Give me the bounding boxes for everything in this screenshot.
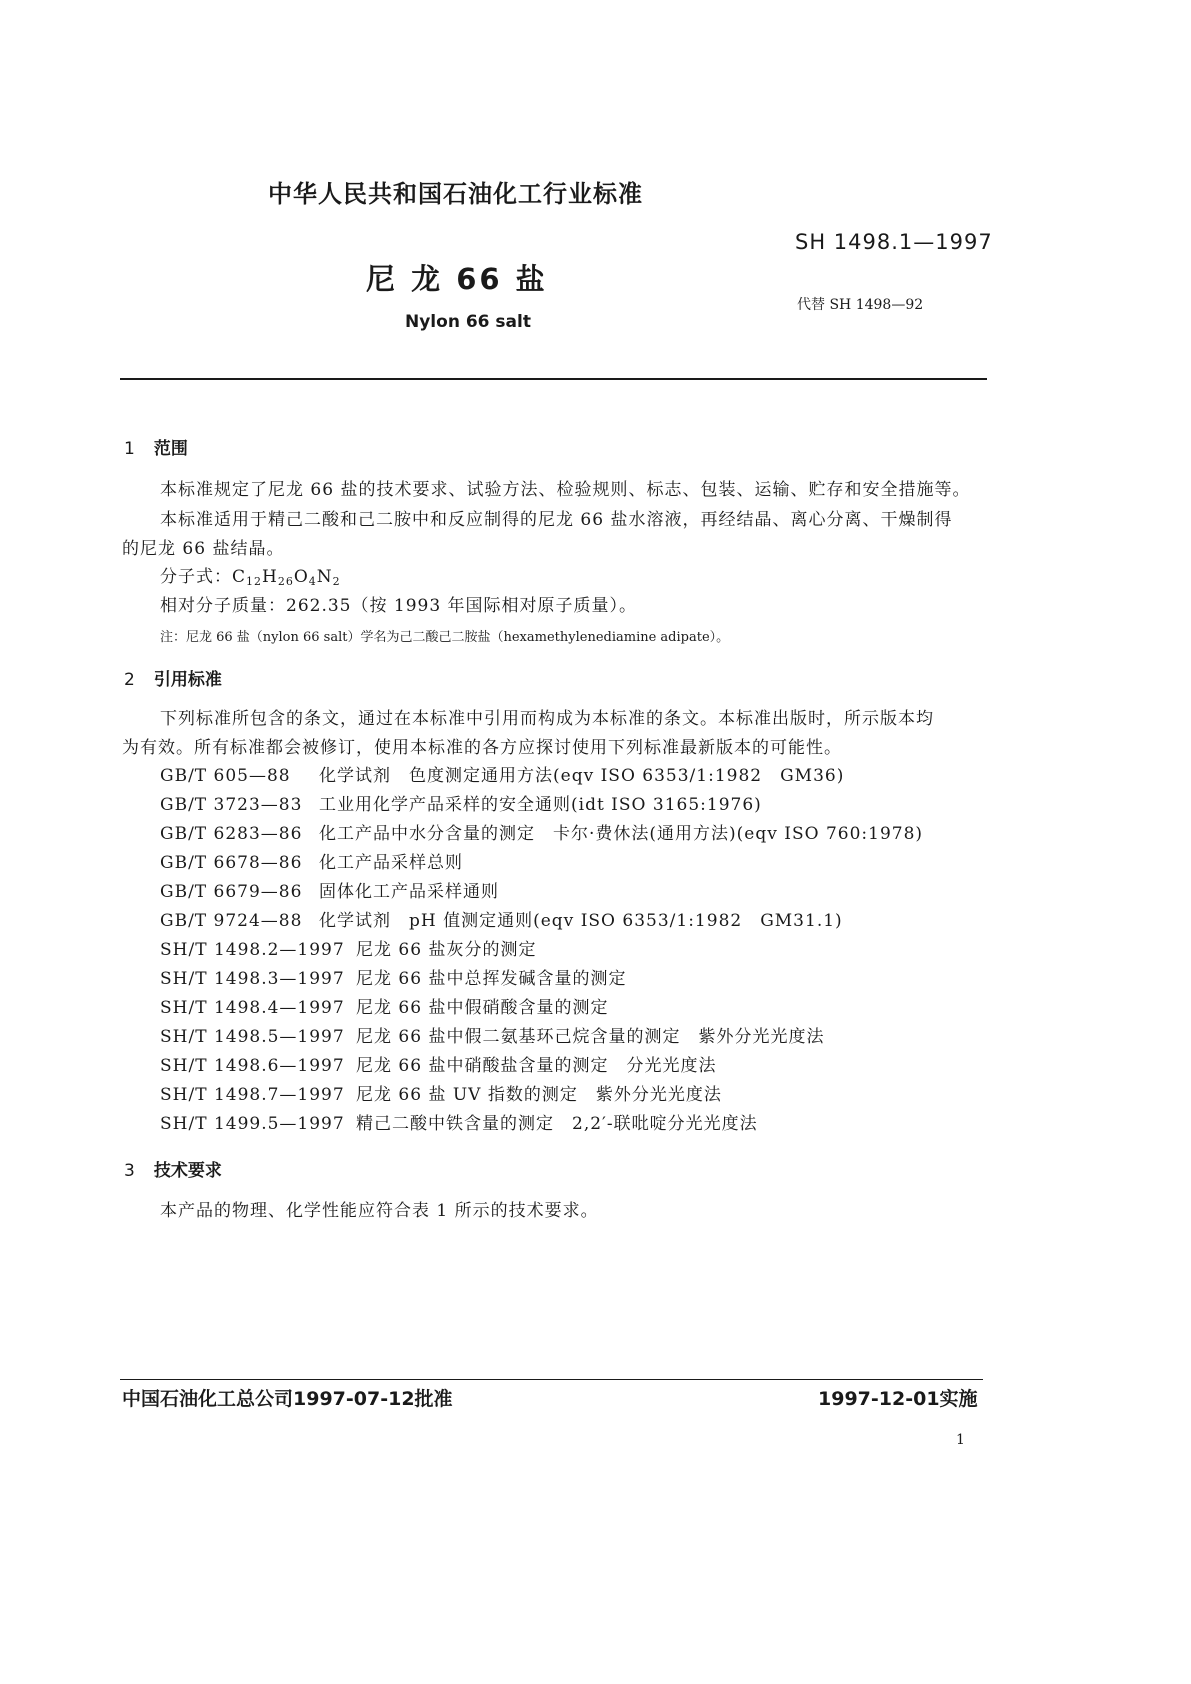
reference-title: 尼龙 66 盐灰分的测定 [356,940,537,960]
section-title: 范围 [153,439,188,459]
reference-title: 工业用化学产品采样的安全通则(idt ISO 3165:1976) [319,795,762,815]
reference-item [160,793,923,822]
formula-label: 分子式： [160,567,232,587]
section-number: 2 [124,670,135,690]
reference-code: GB/T 6283—86 [160,824,303,844]
header-rule [120,378,987,380]
reference-item [160,851,923,880]
reference-code: SH/T 1499.5—1997 [160,1114,345,1134]
reference-code: SH/T 1498.2—1997 [160,940,345,960]
effective-date: 1997-12-01实施 [818,1388,978,1410]
reference-item [160,822,923,851]
reference-title: 化学试剂 色度测定通用方法(eqv ISO 6353/1:1982 GM36) [319,766,845,786]
reference-title: 化工产品中水分含量的测定 卡尔·费休法(通用方法)(eqv ISO 760:1978) [319,824,924,844]
reference-title: 化学试剂 pH 值测定通则(eqv ISO 6353/1:1982 GM31.1) [319,911,843,931]
reference-title: 固体化工产品采样通则 [319,882,499,902]
document-title-en: Nylon 66 salt [405,312,531,332]
section-3-heading [124,1156,222,1181]
reference-item [160,996,923,1025]
reference-title: 尼龙 66 盐中假硝酸含量的测定 [356,998,609,1018]
reference-title: 尼龙 66 盐中硝酸盐含量的测定 分光光度法 [356,1056,717,1076]
reference-code: SH/T 1498.6—1997 [160,1056,345,1076]
reference-title: 精己二酸中铁含量的测定 2,2′-联吡啶分光光度法 [356,1114,758,1134]
reference-title: 尼龙 66 盐中总挥发碱含量的测定 [356,969,627,989]
reference-code: GB/T 9724—88 [160,911,303,931]
page-number: 1 [956,1432,965,1448]
footer-rule [120,1379,983,1380]
reference-title: 尼龙 66 盐 UV 指数的测定 紫外分光光度法 [356,1085,722,1105]
scope-paragraph-2: 本标准适用于精己二酸和己二胺中和反应制得的尼龙 66 盐水溶液，再经结晶、离心分离、干燥制得 [160,510,953,530]
reference-item [160,1054,923,1083]
section-1-heading [124,434,188,459]
reference-code: SH/T 1498.4—1997 [160,998,345,1018]
section-number: 3 [124,1161,135,1181]
reference-code: GB/T 605—88 [160,766,291,786]
reference-code: SH/T 1498.7—1997 [160,1085,345,1105]
standard-number: SH 1498.1—1997 [795,230,993,254]
reference-item [160,764,923,793]
section-2-heading [124,665,222,690]
scope-paragraph-1: 本标准规定了尼龙 66 盐的技术要求、试验方法、检验规则、标志、包装、运输、贮存和安全措施等。 [160,480,971,500]
document-title-cn: 尼 龙 66 盐 [366,262,548,296]
reference-item [160,1083,923,1112]
reference-item [160,909,923,938]
scope-note: 注：尼龙 66 盐（nylon 66 salt）学名为己二酸己二胺盐（hexamethylenediamine adipate）。 [160,630,730,645]
reference-code: GB/T 6678—86 [160,853,303,873]
reference-code: SH/T 1498.3—1997 [160,969,345,989]
reference-title: 尼龙 66 盐中假二氨基环己烷含量的测定 紫外分光光度法 [356,1027,825,1047]
replaces-note: 代替 SH 1498—92 [797,297,924,313]
tech-paragraph: 本产品的物理、化学性能应符合表 1 所示的技术要求。 [160,1201,599,1221]
reference-code: GB/T 3723—83 [160,795,303,815]
reference-item [160,938,923,967]
reference-code: SH/T 1498.5—1997 [160,1027,345,1047]
references-intro-cont: 为有效。所有标准都会被修订，使用本标准的各方应探讨使用下列标准最新版本的可能性。 [122,738,842,758]
references-intro: 下列标准所包含的条文，通过在本标准中引用而构成为本标准的条文。本标准出版时，所示版本均 [160,709,934,729]
scope-paragraph-2-cont: 的尼龙 66 盐结晶。 [122,539,285,559]
approval-line: 中国石油化工总公司1997-07-12批准 [122,1388,453,1410]
molecular-mass: 相对分子质量：262.35（按 1993 年国际相对原子质量）。 [160,596,638,616]
molecular-formula [160,565,341,589]
reference-item [160,967,923,996]
section-title: 引用标准 [153,670,222,690]
reference-item [160,1112,923,1141]
formula-value: $C_{12}H_{26}O_4N_2$ [232,567,341,588]
reference-code: GB/T 6679—86 [160,882,303,902]
section-number: 1 [124,439,135,459]
reference-item [160,1025,923,1054]
issuing-agency: 中华人民共和国石油化工行业标准 [268,180,643,208]
section-title: 技术要求 [153,1161,222,1181]
reference-title: 化工产品采样总则 [319,853,463,873]
reference-list [160,764,923,1141]
reference-item [160,880,923,909]
